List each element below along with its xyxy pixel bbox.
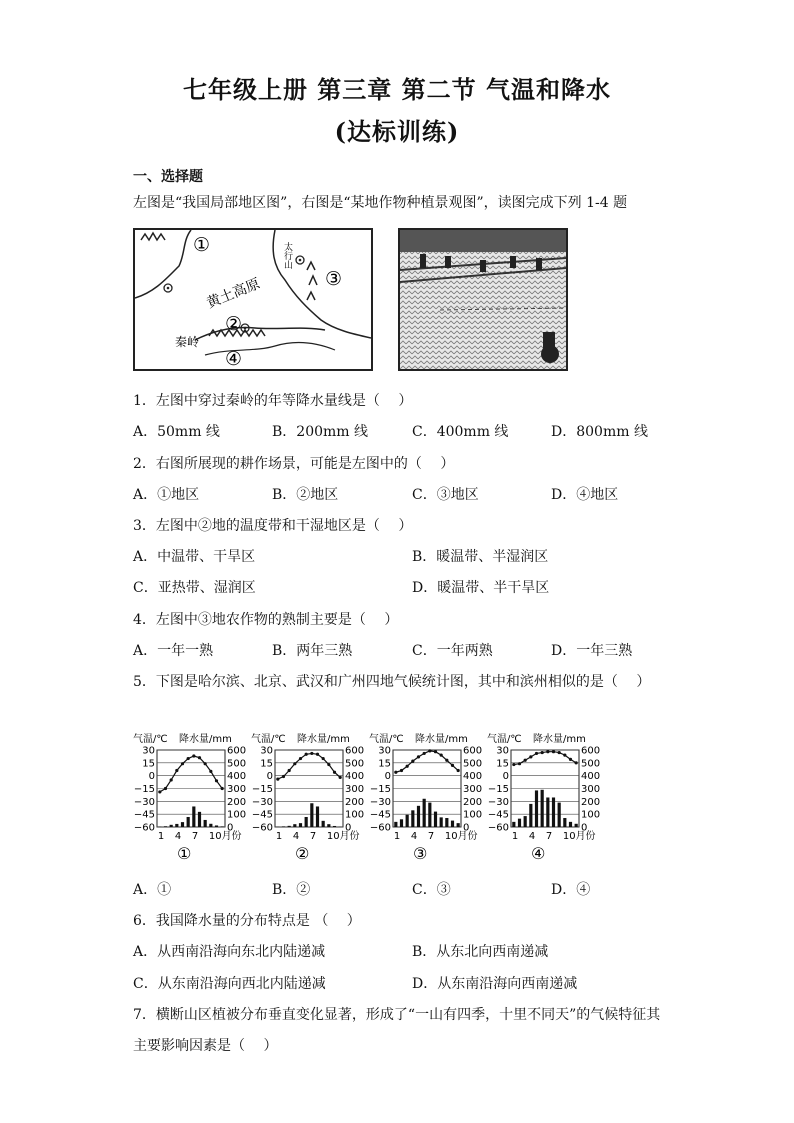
precip-bar (209, 824, 212, 827)
chart-tick-left: −45 (369, 809, 391, 821)
precip-bar (552, 797, 555, 827)
q6-option-a[interactable]: A．从西南沿海向东北内陆递减 (133, 944, 326, 960)
q2-option-a[interactable]: A．①地区 (133, 487, 200, 503)
chart-tick-x: 1 (157, 831, 165, 842)
precip-bar (546, 797, 549, 827)
chart-tick-left: −30 (251, 796, 273, 808)
chart-tick-right: 300 (227, 784, 247, 795)
chart-tick-x: 10月份 (208, 831, 242, 842)
temperature-point (394, 771, 397, 774)
temperature-point (198, 756, 201, 759)
precip-bar (192, 806, 195, 827)
chart-tick-x: 4 (410, 831, 418, 842)
chart-tick-right: 600 (581, 745, 601, 757)
temperature-point (445, 759, 448, 762)
chart-tick-right: 100 (463, 809, 483, 821)
chart-tick-right: 500 (345, 758, 365, 770)
chart-tick-right: 600 (345, 745, 365, 757)
temperature-point (164, 787, 167, 790)
precip-bar (541, 790, 544, 827)
q3-option-c[interactable]: C．亚热带、湿润区 (133, 580, 256, 596)
precip-bar (198, 812, 201, 827)
q5-option-d[interactable]: D．④ (551, 882, 591, 898)
chart-tick-right: 0 (227, 822, 234, 834)
precip-bar (558, 803, 561, 827)
page-title: 七年级上册 第三章 第二节 气温和降水 (182, 75, 612, 104)
chart-tick-left: −60 (487, 822, 509, 834)
precip-bar (322, 821, 325, 827)
precip-bar (327, 824, 330, 827)
temperature-point (529, 755, 532, 758)
q4-option-c[interactable]: C．一年两熟 (412, 643, 493, 659)
chart-tick-left: −60 (251, 822, 273, 834)
temperature-point (158, 790, 161, 793)
map-label-taihang: 太行山 (282, 242, 292, 269)
chart-tick-right: 200 (581, 796, 601, 808)
precip-bar (282, 826, 285, 827)
temperature-point (316, 753, 319, 756)
chart-tick-right: 300 (581, 784, 601, 795)
chart-tick-right: 500 (463, 758, 483, 770)
climate-chart-3 (369, 730, 484, 865)
chart-marker: ③ (413, 844, 428, 863)
precip-bar (221, 826, 224, 827)
chart-tick-left: −45 (251, 809, 273, 821)
temperature-point (546, 750, 549, 753)
temperature-point (288, 769, 291, 772)
precip-bar (563, 818, 566, 827)
precip-bar (400, 819, 403, 827)
temperature-point (575, 761, 578, 764)
precip-bar (445, 818, 448, 827)
precip-bar (333, 826, 336, 827)
temperature-point (293, 762, 296, 765)
precip-bar (187, 817, 190, 827)
climate-chart-1 (133, 730, 248, 865)
chart-tick-left: −45 (487, 809, 509, 821)
precip-bar (170, 825, 173, 827)
chart-tick-left: −45 (133, 809, 155, 821)
map-label-qinling: 秦岭 (175, 335, 200, 349)
climate-chart-2 (251, 730, 366, 865)
page-subtitle: (达标训练) (334, 117, 460, 146)
precip-bar (423, 799, 426, 827)
chart-tick-left: 15 (378, 758, 391, 770)
precip-bar (181, 822, 184, 827)
temperature-point (175, 769, 178, 772)
chart-tick-left: −15 (251, 784, 273, 795)
temperature-point (322, 757, 325, 760)
map-marker-4: ④ (225, 348, 243, 369)
temperature-point (423, 752, 426, 755)
section-heading: 一、选择题 (133, 169, 203, 185)
chart-tick-right: 0 (345, 822, 352, 834)
q6-option-b[interactable]: B．从东北向西南递减 (412, 944, 549, 960)
precip-bar (529, 804, 532, 827)
temperature-point (192, 754, 195, 757)
precip-bar (305, 817, 308, 827)
precip-bar (512, 822, 515, 827)
q2-option-b[interactable]: B．②地区 (272, 487, 339, 503)
chart-tick-right: 0 (463, 822, 470, 834)
precip-bar (394, 822, 397, 827)
chart-ylabel-left: 气温/℃ (369, 734, 404, 745)
chart-tick-left: 15 (142, 758, 155, 770)
precip-bar (406, 815, 409, 827)
precip-bar (411, 810, 414, 827)
temperature-point (215, 779, 218, 782)
chart-marker: ② (295, 844, 310, 863)
chart-tick-x: 4 (174, 831, 182, 842)
question-4: 4．左图中③地农作物的熟制主要是（ ） (133, 612, 399, 628)
temperature-point (333, 771, 336, 774)
q4-option-d[interactable]: D．一年三熟 (551, 643, 633, 659)
chart-tick-x: 10月份 (444, 831, 478, 842)
temperature-point (181, 762, 184, 765)
chart-tick-left: 15 (260, 758, 273, 770)
chart-tick-x: 7 (309, 831, 317, 842)
q1-option-d[interactable]: D．800mm 线 (551, 424, 648, 440)
chart-tick-right: 600 (227, 745, 247, 757)
chart-ylabel-left: 气温/℃ (133, 734, 168, 745)
temperature-point (524, 759, 527, 762)
chart-tick-left: −30 (133, 796, 155, 808)
temperature-point (299, 757, 302, 760)
temperature-point (282, 775, 285, 778)
question-2: 2．右图所展现的耕作场景，可能是左图中的（ ） (133, 456, 455, 472)
question-1: 1．左图中穿过秦岭的年等降水量线是（ ） (133, 393, 413, 409)
temperature-line (396, 751, 458, 772)
q5-option-b[interactable]: B．② (272, 882, 311, 898)
chart-tick-right: 600 (463, 745, 483, 757)
climate-chart-4 (487, 730, 602, 865)
farming-photo (398, 228, 568, 371)
chart-tick-right: 400 (463, 771, 483, 783)
temperature-line (160, 756, 222, 792)
precip-bar (175, 824, 178, 827)
precip-bar (434, 812, 437, 827)
precip-bar (293, 824, 296, 827)
map-svg (135, 230, 371, 369)
temperature-point (417, 755, 420, 758)
precip-bar (428, 803, 431, 827)
chart-tick-x: 7 (545, 831, 553, 842)
precip-bar (518, 819, 521, 827)
precip-bar (524, 816, 527, 827)
precip-bar (440, 817, 443, 827)
question-7: 7．横断山区植被分布垂直变化显著，形成了“一山有四季，十里不同天”的气候特征其 (133, 1007, 661, 1023)
chart-tick-x: 1 (511, 831, 519, 842)
chart-tick-left: −15 (369, 784, 391, 795)
chart-tick-right: 400 (227, 771, 247, 783)
temperature-point (440, 754, 443, 757)
intro-text: 左图是“我国局部地区图”，右图是“某地作物种植景观图”，读图完成下列 1-4 题 (133, 195, 628, 211)
temperature-point (170, 778, 173, 781)
temperature-point (305, 753, 308, 756)
chart-tick-right: 200 (345, 796, 365, 808)
precip-bar (575, 824, 578, 827)
q1-option-b[interactable]: B．200mm 线 (272, 424, 369, 440)
chart-tick-right: 100 (581, 809, 601, 821)
map-marker-1: ① (193, 234, 211, 256)
chart-tick-left: 0 (148, 771, 155, 783)
q6-option-d[interactable]: D．从东南沿海向西南递减 (412, 976, 578, 992)
precip-bar (451, 821, 454, 827)
chart-ylabel-right: 降水量/mm (179, 734, 232, 745)
chart-tick-left: 0 (502, 771, 509, 783)
chart-tick-right: 200 (227, 796, 247, 808)
precip-bar (215, 825, 218, 827)
temperature-point (552, 750, 555, 753)
map-label-plateau: 黄土高原 (204, 275, 263, 312)
precip-bar (569, 822, 572, 827)
chart-tick-left: 30 (260, 745, 273, 757)
precip-bar (204, 820, 207, 827)
temperature-point (518, 762, 521, 765)
chart-tick-right: 300 (345, 784, 365, 795)
temperature-point (569, 758, 572, 761)
chart-ylabel-left: 气温/℃ (487, 734, 522, 745)
map-marker-3: ③ (325, 268, 343, 290)
chart-marker: ① (177, 844, 192, 863)
q3-option-d[interactable]: D．暖温带、半干旱区 (412, 580, 550, 596)
chart-tick-right: 400 (345, 771, 365, 783)
q2-option-c[interactable]: C．③地区 (412, 487, 479, 503)
chart-ylabel-right: 降水量/mm (533, 734, 586, 745)
q3-option-b[interactable]: B．暖温带、半湿润区 (412, 549, 549, 565)
temperature-point (339, 776, 342, 779)
temperature-point (451, 764, 454, 767)
temperature-point (563, 754, 566, 757)
chart-tick-left: −60 (369, 822, 391, 834)
chart-ylabel-left: 气温/℃ (251, 734, 286, 745)
regional-map (133, 228, 373, 371)
chart-tick-left: −15 (133, 784, 155, 795)
chart-tick-x: 7 (427, 831, 435, 842)
temperature-point (428, 749, 431, 752)
precip-bar (158, 826, 161, 827)
temperature-point (221, 787, 224, 790)
q5-option-a[interactable]: A．① (133, 882, 172, 898)
precip-bar (417, 806, 420, 827)
photo-svg (400, 230, 566, 369)
question-3: 3．左图中②地的温度带和干湿地区是（ ） (133, 518, 413, 534)
precip-bar (535, 790, 538, 827)
chart-tick-right: 100 (227, 809, 247, 821)
chart-tick-x: 10月份 (326, 831, 360, 842)
chart-tick-right: 500 (227, 758, 247, 770)
precip-bar (316, 806, 319, 827)
temperature-point (209, 770, 212, 773)
q2-option-d[interactable]: D．④地区 (551, 487, 619, 503)
chart-tick-left: 0 (384, 771, 391, 783)
chart-tick-x: 4 (292, 831, 300, 842)
precip-bar (164, 826, 167, 827)
precip-bar (310, 803, 313, 827)
temperature-point (187, 757, 190, 760)
temperature-point (558, 751, 561, 754)
temperature-point (327, 763, 330, 766)
chart-tick-x: 1 (393, 831, 401, 842)
chart-tick-right: 100 (345, 809, 365, 821)
temperature-point (512, 763, 515, 766)
temperature-line (278, 753, 340, 779)
chart-tick-left: 30 (378, 745, 391, 757)
chart-tick-right: 0 (581, 822, 588, 834)
temperature-point (535, 752, 538, 755)
temperature-point (411, 760, 414, 763)
precip-bar (299, 823, 302, 827)
map-marker-2: ② (225, 313, 243, 335)
precip-bar (288, 826, 291, 827)
chart-marker: ④ (531, 844, 546, 863)
chart-tick-x: 10月份 (562, 831, 596, 842)
climate-charts (133, 730, 601, 865)
chart-tick-left: −30 (369, 796, 391, 808)
chart-ylabel-right: 降水量/mm (415, 734, 468, 745)
chart-tick-left: 15 (496, 758, 509, 770)
chart-tick-x: 7 (191, 831, 199, 842)
chart-tick-right: 500 (581, 758, 601, 770)
chart-tick-left: −30 (487, 796, 509, 808)
temperature-point (276, 777, 279, 780)
temperature-point (434, 750, 437, 753)
chart-tick-right: 400 (581, 771, 601, 783)
precip-bar (457, 823, 460, 827)
question-7-continued: 主要影响因素是（ ） (133, 1038, 278, 1054)
chart-tick-left: −15 (487, 784, 509, 795)
q1-option-a[interactable]: A．50mm 线 (133, 424, 220, 440)
q4-option-a[interactable]: A．一年一熟 (133, 643, 214, 659)
question-6: 6．我国降水量的分布特点是 （ ） (133, 913, 361, 929)
chart-tick-left: 0 (266, 771, 273, 783)
chart-tick-left: −60 (133, 822, 155, 834)
chart-ylabel-right: 降水量/mm (297, 734, 350, 745)
temperature-point (541, 751, 544, 754)
temperature-point (400, 769, 403, 772)
chart-tick-right: 200 (463, 796, 483, 808)
temperature-point (457, 769, 460, 772)
chart-tick-right: 300 (463, 784, 483, 795)
temperature-point (310, 752, 313, 755)
chart-tick-x: 4 (528, 831, 536, 842)
temperature-point (204, 762, 207, 765)
temperature-point (406, 765, 409, 768)
question-5: 5．下图是哈尔滨、北京、武汉和广州四地气候统计图，其中和滨州相似的是（ ） (133, 674, 651, 690)
q4-option-b[interactable]: B．两年三熟 (272, 643, 353, 659)
q5-option-c[interactable]: C．③ (412, 882, 451, 898)
chart-tick-left: 30 (496, 745, 509, 757)
q3-option-a[interactable]: A．中温带、干旱区 (133, 549, 256, 565)
q1-option-c[interactable]: C．400mm 线 (412, 424, 509, 440)
chart-tick-left: 30 (142, 745, 155, 757)
chart-tick-x: 1 (275, 831, 283, 842)
q6-option-c[interactable]: C．从东南沿海向西北内陆递减 (133, 976, 326, 992)
